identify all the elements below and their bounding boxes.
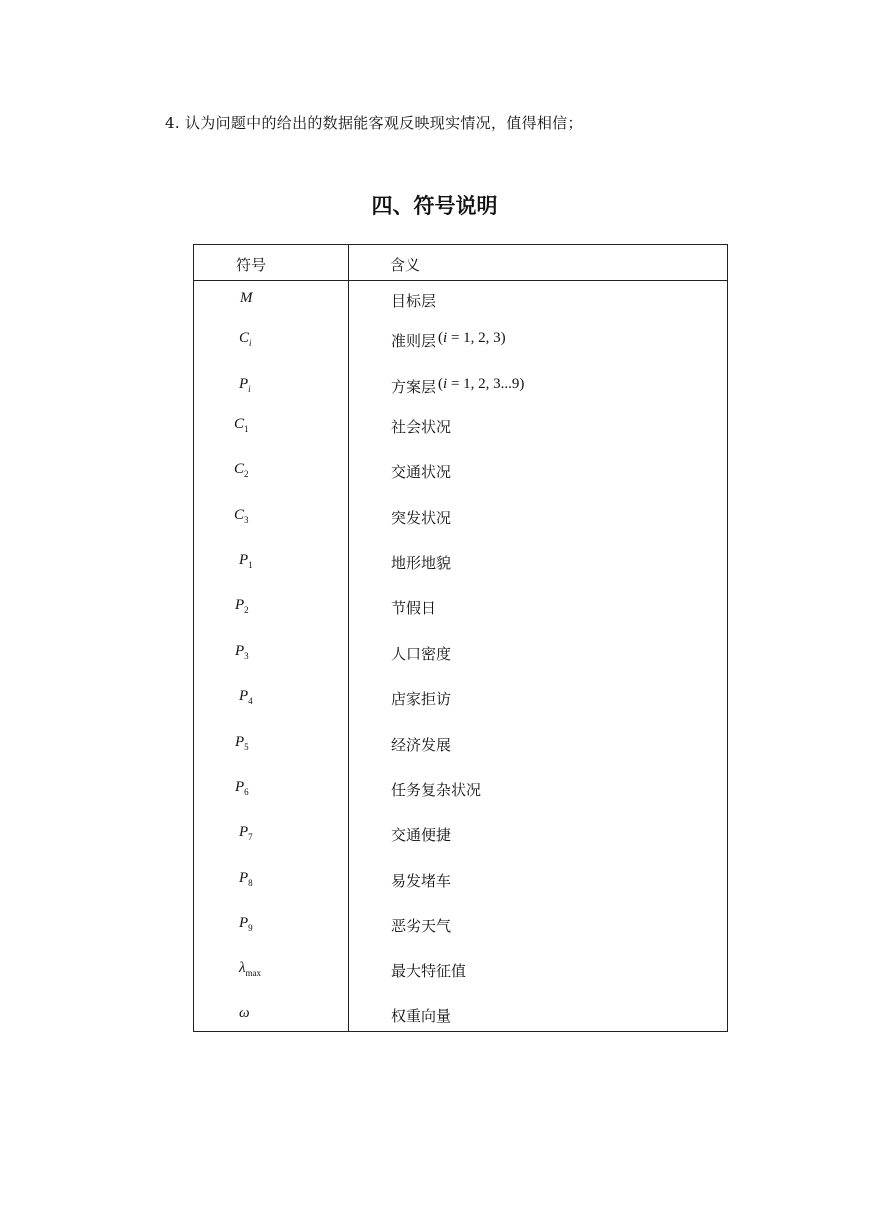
symbol-cell: $\lambda_{max}$ <box>239 960 261 978</box>
meaning-cell: 最大特征值 <box>391 962 467 980</box>
symbol-cell: $C_1$ <box>234 416 249 434</box>
meaning-cell: 交通便捷 <box>391 826 452 844</box>
table-row <box>194 960 727 980</box>
symbol-cell: $P_3$ <box>235 643 249 661</box>
meaning-cell: 交通状况 <box>391 463 452 481</box>
symbol-cell: $C_i$ <box>239 330 252 348</box>
table-row <box>194 416 727 436</box>
section-heading: 四、符号说明 <box>371 194 498 218</box>
symbol-cell: $P_9$ <box>239 915 253 933</box>
symbol-table <box>193 244 728 1032</box>
table-row <box>194 870 727 890</box>
meaning-cell: 目标层 <box>391 292 437 310</box>
meaning-cell: 易发堵车 <box>391 872 452 890</box>
meaning-cell: 准则层 (i = 1, 2, 3) <box>391 330 506 350</box>
table-row <box>194 915 727 935</box>
symbol-cell: M <box>240 290 253 306</box>
table-row <box>194 507 727 527</box>
index-condition: (i = 1, 2, 3) <box>438 330 506 346</box>
meaning-cell: 店家拒访 <box>391 690 452 708</box>
table-row <box>194 1005 727 1025</box>
header-symbol: 符号 <box>236 256 267 274</box>
meaning-cell: 突发状况 <box>391 509 452 527</box>
symbol-cell: $P_i$ <box>239 376 251 394</box>
symbol-cell: $C_3$ <box>234 507 249 525</box>
meaning-cell: 方案层 (i = 1, 2, 3...9) <box>391 376 525 396</box>
meaning-cell: 社会状况 <box>391 418 452 436</box>
meaning-cell: 人口密度 <box>391 645 452 663</box>
table-row <box>194 290 727 310</box>
table-row <box>194 688 727 708</box>
symbol-cell: $P_6$ <box>235 779 249 797</box>
header-meaning: 含义 <box>390 256 421 274</box>
symbol-cell: $C_2$ <box>234 461 249 479</box>
symbol-cell: ω <box>239 1005 250 1021</box>
symbol-cell: $P_2$ <box>235 597 249 615</box>
meaning-cell: 节假日 <box>391 599 437 617</box>
table-row <box>194 824 727 844</box>
table-row <box>194 330 727 350</box>
table-row <box>194 643 727 663</box>
meaning-cell: 经济发展 <box>391 736 452 754</box>
table-row <box>194 734 727 754</box>
index-condition: (i = 1, 2, 3...9) <box>438 376 525 392</box>
table-row <box>194 376 727 396</box>
column-divider <box>348 245 349 1031</box>
symbol-cell: $P_4$ <box>239 688 253 706</box>
header-rule <box>194 280 727 281</box>
symbol-cell: $P_7$ <box>239 824 253 842</box>
assumption-text: 4. 认为问题中的给出的数据能客观反映现实情况，值得相信； <box>165 114 583 132</box>
symbol-cell: $P_8$ <box>239 870 253 888</box>
table-row <box>194 779 727 799</box>
meaning-cell: 任务复杂状况 <box>391 781 482 799</box>
table-row <box>194 461 727 481</box>
table-row <box>194 552 727 572</box>
symbol-cell: $P_1$ <box>239 552 253 570</box>
symbol-cell: $P_5$ <box>235 734 249 752</box>
table-row <box>194 597 727 617</box>
meaning-cell: 地形地貌 <box>391 554 452 572</box>
meaning-cell: 恶劣天气 <box>391 917 452 935</box>
meaning-cell: 权重向量 <box>391 1007 452 1025</box>
